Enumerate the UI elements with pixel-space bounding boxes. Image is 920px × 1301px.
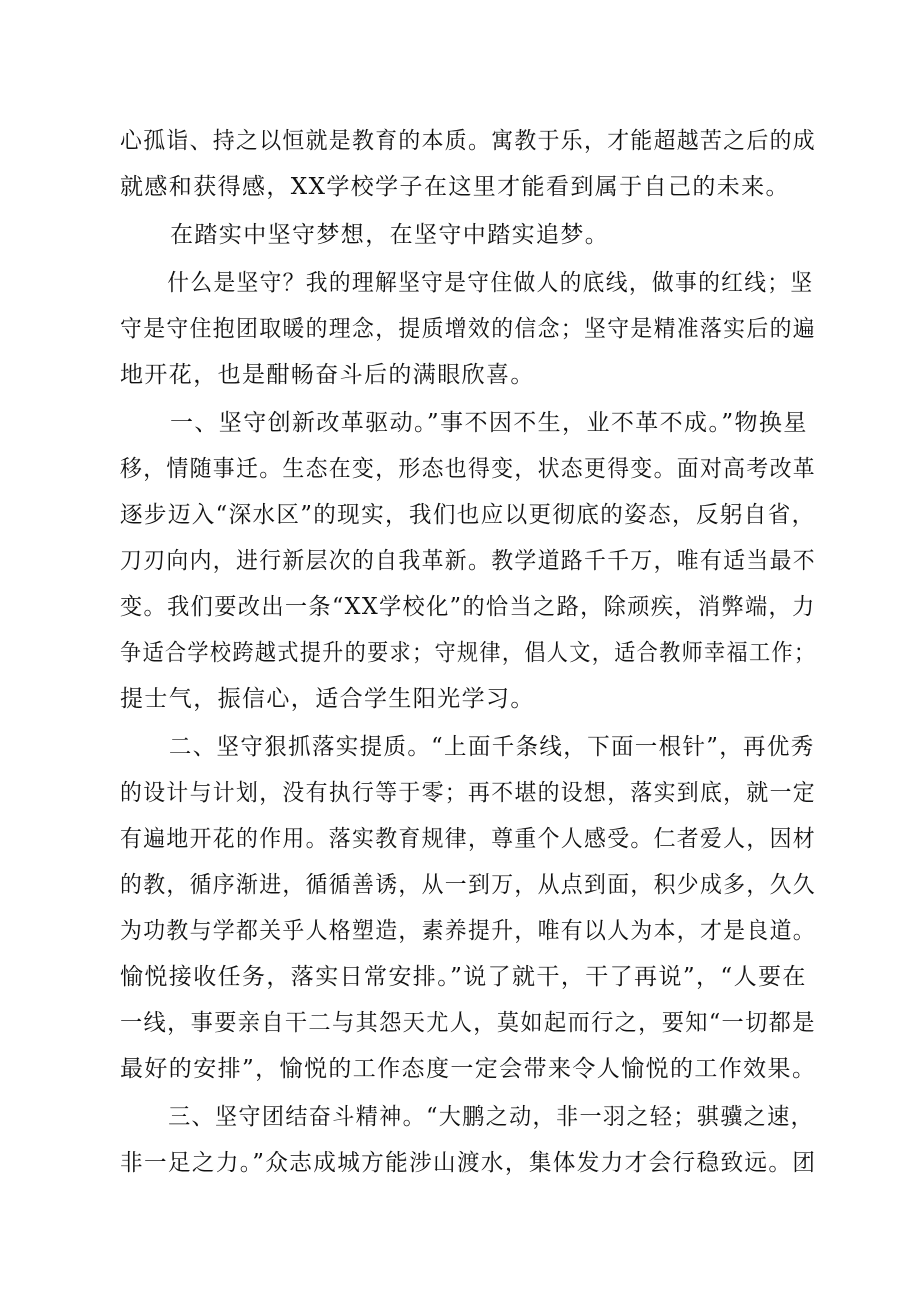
text-line: 三、坚守团结奋斗精神。“大鹏之动，非一羽之轻；骐骥之速， bbox=[168, 1104, 815, 1130]
text-line: 心孤诣、持之以恒就是教育的本质。寓教于乐，才能超越苦之后的成 bbox=[120, 128, 816, 154]
text-line: 地开花，也是酣畅奋斗后的满眼欣喜。 bbox=[120, 362, 535, 388]
text-line: 为功教与学都关乎人格塑造，素养提升，唯有以人为本，才是良道。 bbox=[120, 918, 816, 944]
paragraph bbox=[120, 212, 816, 258]
text-line: 逐步迈入“深水区”的现实，我们也应以更彻底的姿态，反躬自省， bbox=[120, 502, 816, 528]
text-line: 刀刃向内，进行新层次的自我革新。教学道路千千万，唯有适当最不 bbox=[120, 548, 816, 574]
text-line: 一线，事要亲自干二与其怨天尤人，莫如起而行之，要知“一切都是 bbox=[120, 1010, 816, 1036]
paragraph bbox=[120, 400, 816, 722]
text-line: 一、坚守创新改革驱动。”事不因不生，业不革不成。”物换星 bbox=[170, 410, 808, 436]
text-line: 最好的安排”，愉悦的工作态度一定会带来令人愉悦的工作效果。 bbox=[120, 1056, 817, 1082]
text-line: 就感和获得感，XX学校学子在这里才能看到属于自己的未来。 bbox=[120, 174, 790, 200]
text-line: 的教，循序渐进，循循善诱，从一到万，从点到面，积少成多，久久 bbox=[120, 872, 816, 898]
text-line: 守是守住抱团取暖的理念，提质增效的信念；坚守是精准落实后的遍 bbox=[120, 316, 816, 342]
paragraph bbox=[120, 260, 816, 398]
text-line: 愉悦接收任务，落实日常安排。”说了就干，干了再说”，“人要在 bbox=[120, 964, 807, 990]
paragraph bbox=[120, 118, 816, 210]
text-line: 移，情随事迁。生态在变，形态也得变，状态更得变。面对高考改革 bbox=[120, 456, 816, 482]
text-line: 争适合学校跨越式提升的要求；守规律，倡人文，适合教师幸福工作； bbox=[120, 640, 817, 666]
text-line: 提士气，振信心，适合学生阳光学习。 bbox=[120, 686, 535, 712]
text-line: 变。我们要改出一条“XX学校化”的恰当之路，除顽疾，消弊端，力 bbox=[120, 594, 816, 620]
text-line: 二、坚守狠抓落实提质。“上面千条线，下面一根针”，再优秀 bbox=[168, 734, 815, 760]
text-line: 的设计与计划，没有执行等于零；再不堪的设想，落实到底，就一定 bbox=[120, 780, 816, 806]
text-line: 非一足之力。”众志成城方能涉山渡水，集体发力才会行稳致远。团 bbox=[120, 1150, 817, 1176]
paragraph bbox=[120, 724, 816, 1092]
text-line: 什么是坚守？我的理解坚守是守住做人的底线，做事的红线；坚 bbox=[167, 270, 814, 296]
text-line: 有遍地开花的作用。落实教育规律，尊重个人感受。仁者爱人，因材 bbox=[120, 826, 816, 852]
paragraph bbox=[120, 1094, 816, 1186]
text-line: 在踏实中坚守梦想，在坚守中踏实追梦。 bbox=[170, 222, 610, 248]
document-body bbox=[120, 118, 816, 1188]
